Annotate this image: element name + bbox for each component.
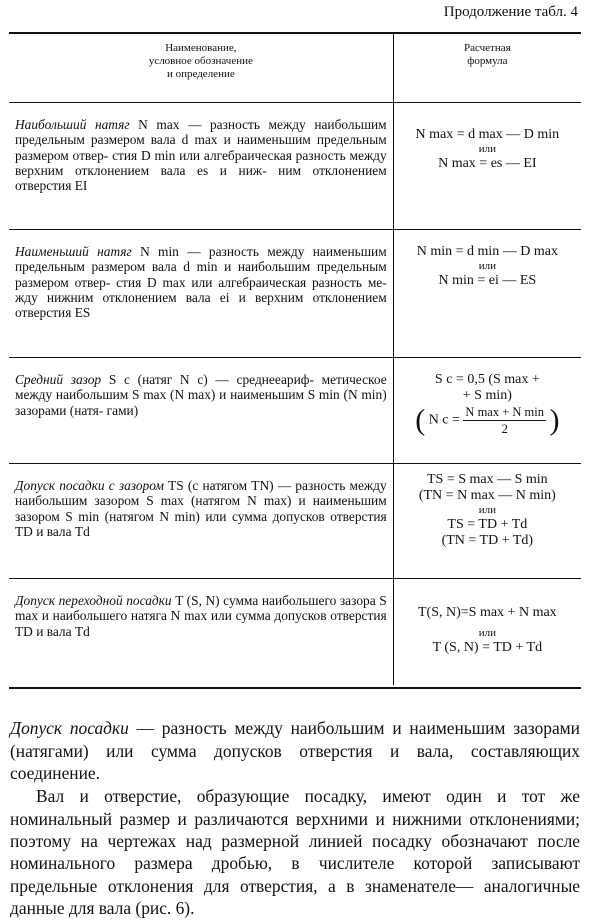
formula-cell: [393, 358, 581, 464]
definition-line: S c (натяг N c) — среднееариф-: [108, 372, 314, 387]
header-right-line-1: Расчетная: [463, 42, 511, 54]
header-right-line-2: формула: [467, 55, 508, 67]
table-bottom-rule: [9, 687, 581, 689]
formula-or: или: [478, 627, 496, 639]
definition-line: жду нижним отклонением вала ei и верхним: [15, 289, 304, 305]
table-row: [9, 103, 581, 230]
formula-line: TS = TD + Td: [447, 517, 528, 532]
header-left-line-2: условное обозначение: [148, 55, 253, 67]
body-paragraph-2: Вал и отверстие, образующие посадку, имеют один и тот же номинальный размер и различаются верхними и нижними отклонениями; поэтому на чертежах над размерной линией посадку обозначают после номинального размера дробью, в числителе которой записывают предельные отклонения для отверстия, а в знаменателе— аналогичные данные для вала (рис. 6).: [10, 786, 580, 918]
table-row: [9, 579, 581, 685]
formula-line: (TN = TD + Td): [441, 533, 534, 548]
term-label: Наименьший натяг: [15, 244, 132, 259]
formula-line: T (S, N) = TD + Td: [432, 640, 543, 655]
table-row: [9, 464, 581, 579]
formula-cell: [393, 579, 581, 685]
definition-line: метическое между наибольшим S max (N max): [15, 372, 387, 403]
formula-fraction-block: ( N c = $\frac{\text{N max + N min}}{2}$ ): [415, 403, 560, 437]
formula-line: N min = d min — D max: [416, 244, 558, 259]
fraction-denominator: 2: [501, 422, 508, 436]
definition-line: S max (натягом N max) и наименьшим зазором: [15, 493, 387, 524]
table-row: [9, 230, 581, 358]
table-header-row: [9, 33, 581, 103]
definition-line: S min (натягом N min) или сумма допусков: [65, 508, 325, 524]
formula-cell: [393, 464, 581, 579]
formula-or: или: [478, 260, 496, 272]
table-continuation-label: Продолжение табл. 4: [443, 4, 578, 20]
formula-cell: [393, 103, 581, 230]
header-left-line-1: Наименование,: [165, 42, 237, 54]
term-label: Средний зазор: [15, 372, 102, 387]
definition-cell: [9, 464, 393, 579]
definition-line: стия D max или алгебраическая разность ме-: [116, 274, 387, 290]
definition-line: T (S, N) сумма: [175, 593, 259, 608]
definition-line: отверстия TD и вала Td: [15, 508, 387, 539]
definition-line: TD и вала Td: [15, 623, 90, 639]
formulas-table: [9, 32, 581, 685]
formula-line: T(S, N)=S max + N max: [418, 605, 557, 620]
definition-line: N max — разность между: [138, 117, 306, 132]
definition-cell: [9, 103, 393, 230]
formula-or: или: [478, 143, 496, 155]
formula-or: или: [478, 504, 496, 516]
formula-fraction-lhs: N c =: [428, 412, 460, 428]
definition-cell: [9, 579, 393, 685]
definition-cell: [9, 230, 393, 358]
paragraph-term: Допуск посадки: [10, 718, 129, 739]
formula-line: (TN = N max — N min): [418, 488, 556, 503]
definition-line: наибольшего зазора S max и наибольшего: [15, 593, 387, 624]
definition-line: TN) — разность между наибольшим зазором: [15, 478, 387, 509]
header-formula-column: [393, 33, 581, 103]
definition-cell: [9, 358, 393, 464]
formula-line: TS = S max — S min: [426, 472, 548, 487]
term-label: Допуск переходной посадки: [15, 593, 172, 608]
table-row: [9, 358, 581, 464]
header-name-column: [9, 33, 393, 103]
formula-line: N min = ei — ES: [438, 273, 537, 288]
term-label: Наибольший натяг: [15, 117, 130, 132]
paragraph-text: — разность между наибольшим и наименьшим зазорами (натягами) или сумма допусков отверстия и вала, составляющих соединение.: [10, 718, 580, 783]
definition-line: и наибольшим предельным размером отвер-: [15, 259, 387, 290]
formula-line: N max = es — EI: [438, 156, 537, 171]
definition-line: и наименьшим S min (N min) зазорами (натя-: [15, 387, 387, 418]
formula-line: + S min): [462, 388, 512, 403]
term-label: Допуск посадки с зазором: [15, 478, 164, 493]
formula-fraction: [463, 404, 546, 437]
definition-line: ним отклонением отверстия EI: [15, 162, 387, 194]
formula-cell: [393, 230, 581, 358]
definition-line: наибольшим предельным размером вала d max: [15, 117, 387, 148]
definition-line: гами): [106, 402, 139, 418]
definition-line: TS (с натягом: [168, 478, 248, 493]
formula-line: N max = d max — D min: [415, 127, 560, 142]
definition-line: N min — разность между: [140, 244, 305, 259]
header-left-line-3: и определение: [166, 68, 235, 80]
body-paragraph-1: [10, 717, 580, 784]
definition-line: и наименьшим предельным размером отвер-: [15, 132, 387, 163]
definition-line: наименьшим предельным размером вала d min: [15, 244, 387, 275]
fraction-numerator: N max + N min: [465, 405, 544, 419]
definition-line: отклонением отверстия ES: [15, 289, 387, 321]
definition-line: стия D min или алгебраическая разность: [112, 147, 346, 163]
formula-line: S c = 0,5 (S max +: [434, 372, 540, 387]
definition-line: между верхним отклонением вала es и ниж-: [15, 147, 387, 178]
definition-line: натяга N max или сумма допусков отверстия: [130, 608, 387, 624]
